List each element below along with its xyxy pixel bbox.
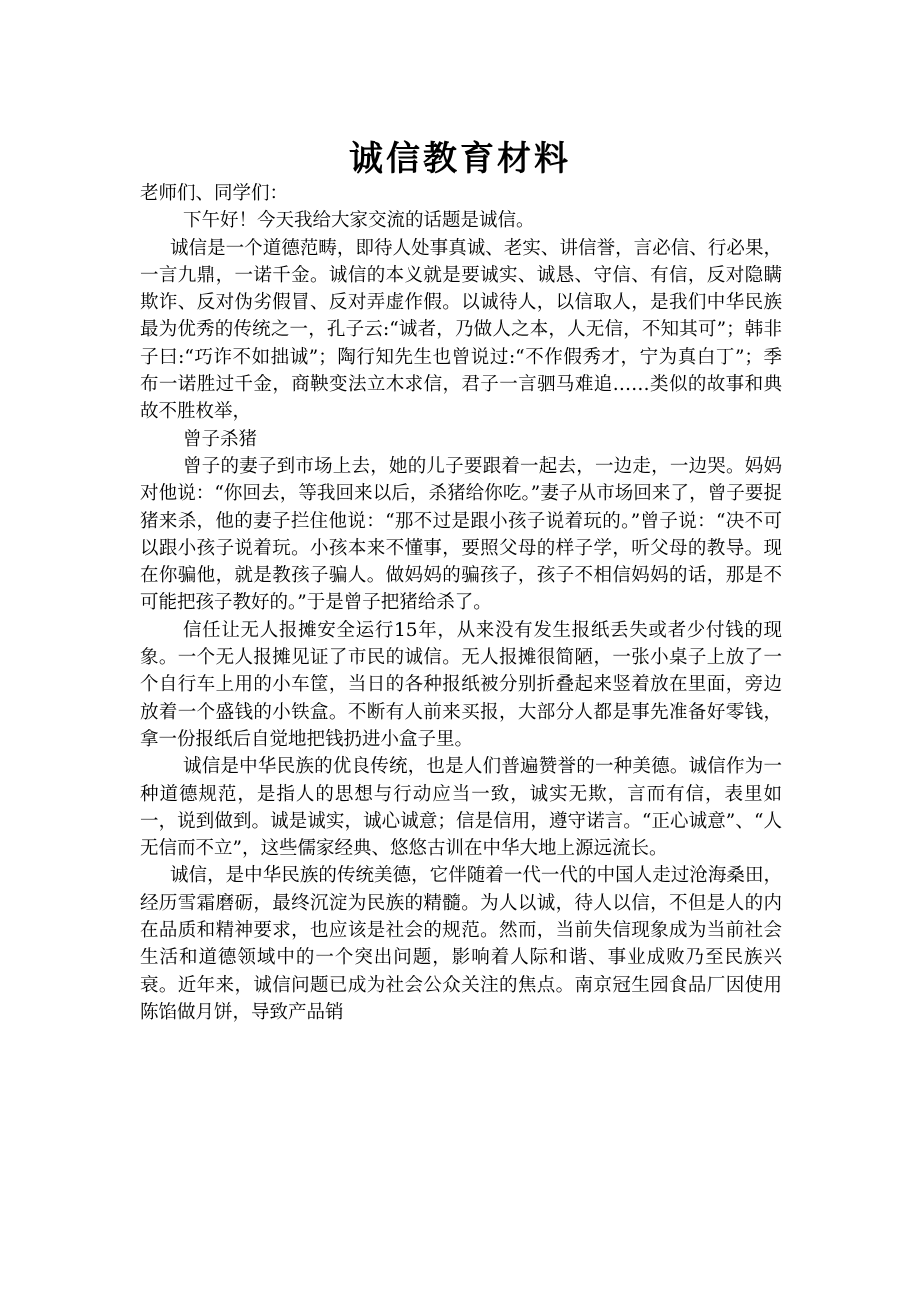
paragraph-newsstand: 信任让无人报摊安全运行15年，从来没有发生报纸丢失或者少付钱的现象。一个无人报摊见证了市民的诚信。无人报摊很简陋，一张小桌子上放了一个自行车上用的小车筐，当日的各种报纸被分别折叠起来竖着放在里面，旁边放着一个盛钱的小铁盒。不断有人前来买报，大部分人都是事先准备好零钱，拿一份报纸后自觉地把钱扔进小盒子里。: [140, 619, 782, 750]
document-title: 诚信教育材料: [349, 139, 571, 179]
paragraph-definition: 诚信是一个道德范畴，即待人处事真诚、老实、讲信誉，言必信、行必果，一言九鼎，一诺千金。诚信的本义就是要诚实、诚恳、守信、有信，反对隐瞒欺诈、反对伪劣假冒、反对弄虚作假。以诚待人，以信取人，是我们中华民族最为优秀的传统之一，孔子云:“诚者，乃做人之本，人无信，不知其可”；韩非子曰:“巧诈不如拙诚”；陶行知先生也曾说过:“不作假秀才，宁为真白丁”；季布一诺胜过千金，商鞅变法立木求信，君子一言驷马难追……类似的故事和典故不胜枚举，: [140, 237, 782, 423]
document-body: [140, 180, 782, 1026]
paragraph-tradition: 诚信是中华民族的优良传统，也是人们普遍赞誉的一种美德。诚信作为一种道德规范，是指人的思想与行动应当一致，诚实无欺，言而有信，表里如一，说到做到。诚是诚实，诚心诚意；信是信用，遵守诺言。“正心诚意”、“人无信而不立”，这些儒家经典、悠悠古训在中华大地上源远流长。: [140, 756, 782, 860]
paragraph-greeting: 下午好！今天我给大家交流的话题是诚信。: [183, 210, 535, 232]
paragraph-virtue: 诚信，是中华民族的传统美德，它伴随着一代一代的中国人走过沧海桑田，经历雪霜磨砺，最终沉淀为民族的精髓。为人以诚，待人以信，不但是人的内在品质和精神要求，也应该是社会的规范。然而，当前失信现象成为当前社会生活和道德领域中的一个突出问题，影响着人际和谐、事业成败乃至民族兴衰。近年来，诚信问题已成为社会公众关注的焦点。南京冠生园食品厂因使用陈馅做月饼，导致产品销: [140, 865, 782, 1023]
paragraph-story-heading: 曾子杀猪: [183, 428, 258, 450]
salutation: 老师们、同学们：: [140, 183, 289, 204]
paragraph-story: 曾子的妻子到市场上去，她的儿子要跟着一起去，一边走，一边哭。妈妈对他说：“你回去，等我回来以后，杀猪给你吃。”妻子从市场回来了，曾子要捉猪来杀，他的妻子拦住他说：“那不过是跟小孩子说着玩的。”曾子说：“决不可以跟小孩子说着玩。小孩本来不懂事，要照父母的样子学，听父母的教导。现在你骗他，就是教孩子骗人。做妈妈的骗孩子，孩子不相信妈妈的话，那是不可能把孩子教好的。”于是曾子把猪给杀了。: [140, 455, 782, 614]
